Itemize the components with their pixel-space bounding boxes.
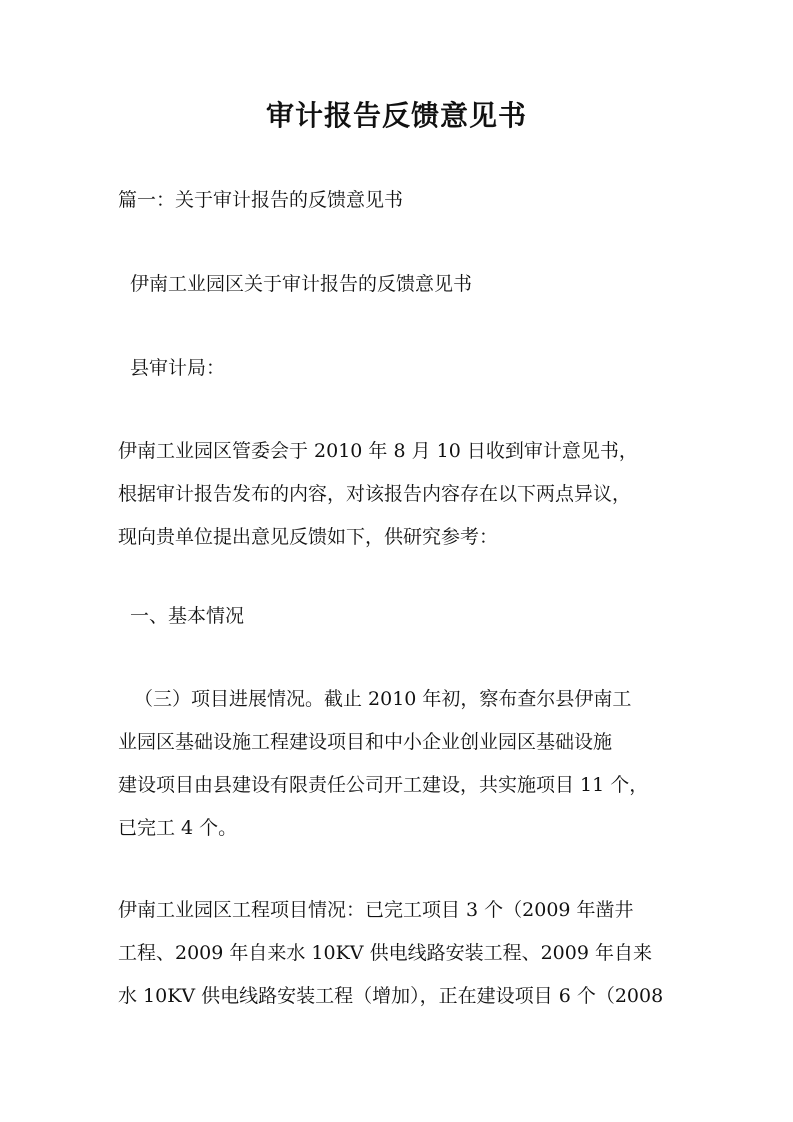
progress-line: 建设项目由县建设有限责任公司开工建设，共实施项目 11 个， <box>118 774 649 796</box>
salutation: 县审计局： <box>130 357 226 379</box>
progress-paragraph <box>134 678 678 721</box>
projects-line: 伊南工业园区工程项目情况：已完工项目 3 个（2009 年凿井 <box>118 899 634 921</box>
document-title: 审计报告反馈意见书 <box>265 99 527 132</box>
letter-title: 伊南工业园区关于审计报告的反馈意见书 <box>130 273 473 295</box>
progress-line: （三）项目进展情况。截止 2010 年初，察布查尔县伊南工 <box>134 688 632 710</box>
section-heading: 篇一：关于审计报告的反馈意见书 <box>118 189 404 211</box>
projects-line: 工程、2009 年自来水 10KV 供电线路安装工程、2009 年自来 <box>118 942 652 964</box>
projects-paragraph <box>118 889 678 1018</box>
progress-line: 已完工 4 个。 <box>118 817 238 839</box>
intro-line: 现向贵单位提出意见反馈如下，供研究参考： <box>118 526 499 548</box>
intro-line: 根据审计报告发布的内容，对该报告内容存在以下两点异议， <box>118 483 632 505</box>
progress-line: 业园区基础设施工程建设项目和中小企业创业园区基础设施 <box>118 731 613 753</box>
projects-line: 水 10KV 供电线路安装工程（增加），正在建设项目 6 个（2008 <box>118 985 664 1007</box>
progress-paragraph-cont <box>118 721 678 850</box>
subheading-basic-info: 一、基本情况 <box>130 605 245 627</box>
intro-line: 伊南工业园区管委会于 2010 年 8 月 10 日收到审计意见书， <box>118 440 638 462</box>
intro-paragraph <box>118 430 678 559</box>
